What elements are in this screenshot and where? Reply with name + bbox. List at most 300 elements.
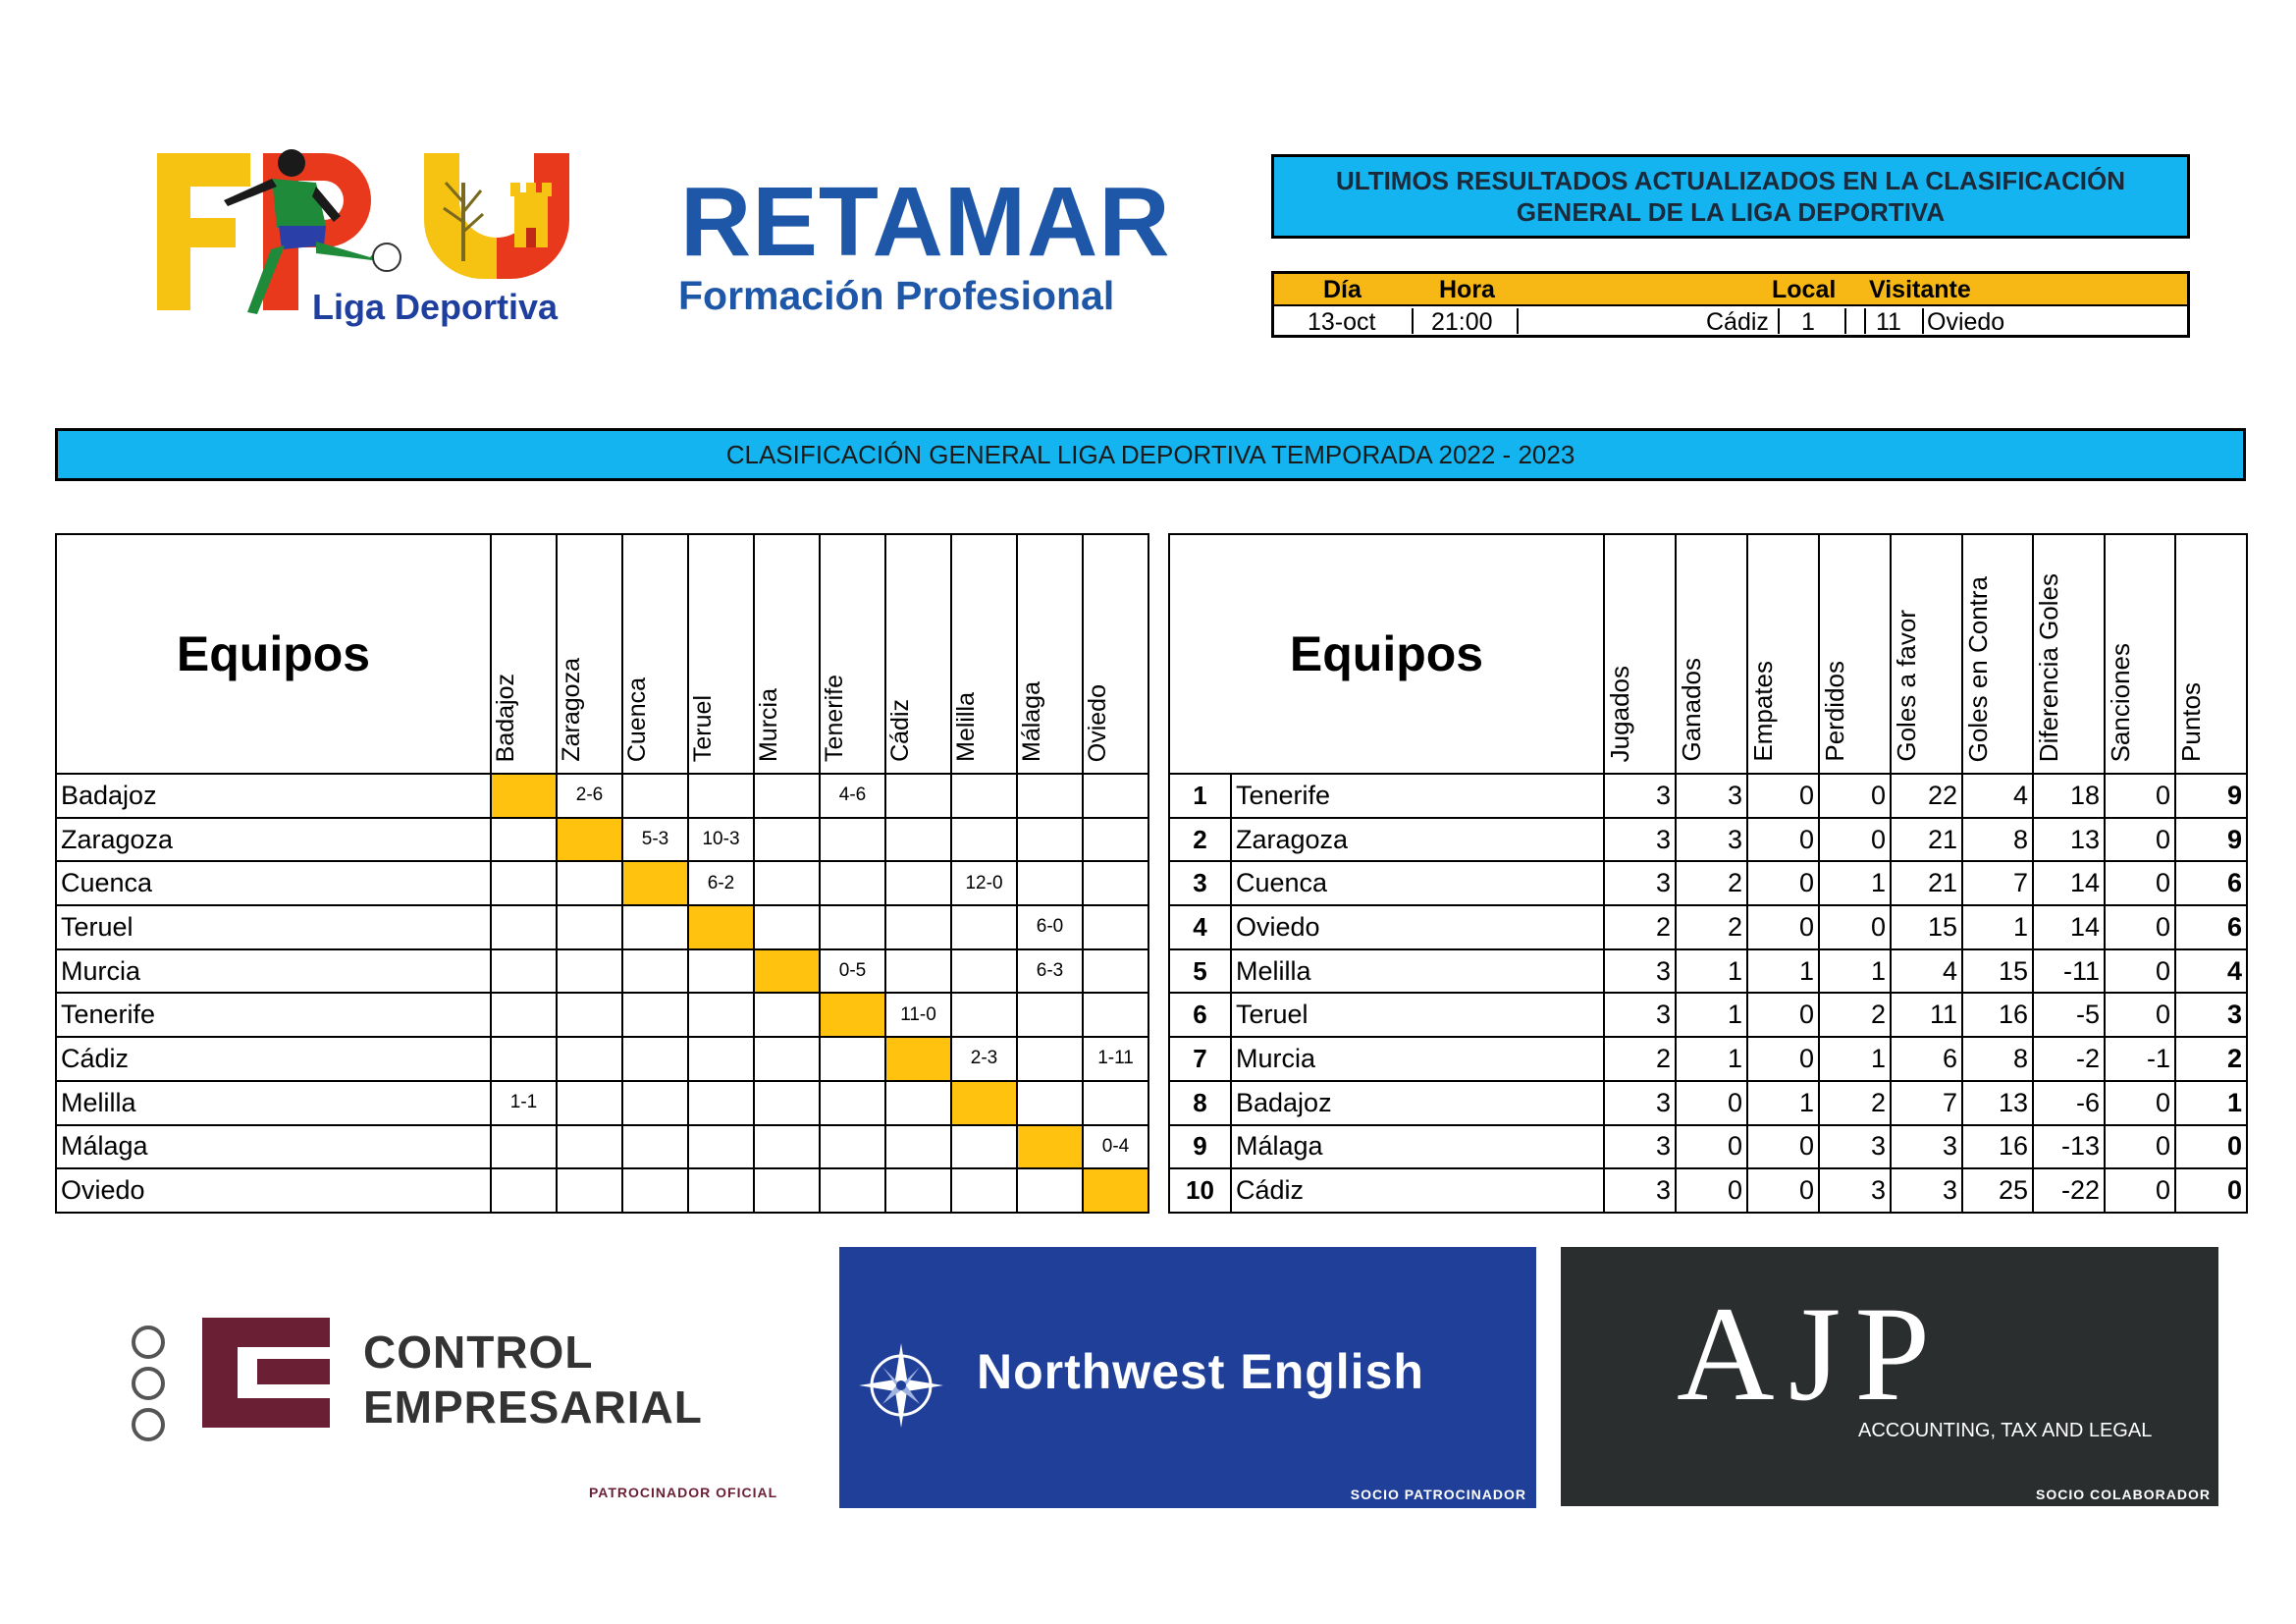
standings-position: 8 — [1169, 1081, 1231, 1125]
matrix-result-cell — [1017, 774, 1083, 818]
matrix-result-cell — [1017, 993, 1083, 1037]
matrix-column-header — [1017, 534, 1083, 774]
result-visitor-goals: 11 — [1876, 308, 1901, 336]
standings-stat: 0 — [2105, 949, 2175, 994]
standings-body — [1169, 534, 2247, 1213]
matrix-result-cell — [951, 1125, 1017, 1169]
standings-points: 3 — [2175, 993, 2247, 1037]
matrix-result-cell — [820, 1168, 885, 1213]
standings-stat: 0 — [1747, 1037, 1819, 1081]
standings-stat: 1 — [1819, 861, 1891, 905]
matrix-result-cell — [1017, 1081, 1083, 1125]
matrix-result-cell — [885, 949, 951, 994]
matrix-result-cell — [754, 1081, 820, 1125]
matrix-result-cell: 4-6 — [820, 774, 885, 818]
matrix-row — [56, 1081, 1148, 1125]
standings-stat: 11 — [1891, 993, 1962, 1037]
standings-row — [1169, 1037, 2247, 1081]
standings-team-name: Murcia — [1231, 1037, 1604, 1081]
standings-column-header — [2175, 534, 2247, 774]
standings-position: 3 — [1169, 861, 1231, 905]
matrix-result-cell — [1083, 774, 1148, 818]
matrix-result-cell — [491, 1125, 557, 1169]
matrix-result-cell — [1083, 1081, 1148, 1125]
sponsor-northwest-english — [839, 1247, 1536, 1508]
matrix-diagonal-cell — [557, 818, 622, 862]
standings-stat: 21 — [1891, 818, 1962, 862]
matrix-column-header — [557, 534, 622, 774]
standings-stat: 0 — [1819, 818, 1891, 862]
matrix-diagonal-cell — [885, 1037, 951, 1081]
matrix-result-cell — [951, 949, 1017, 994]
matrix-column-label: Málaga — [1018, 681, 1045, 762]
standings-team-name: Badajoz — [1231, 1081, 1604, 1125]
standings-stat: 0 — [2105, 905, 2175, 949]
matrix-result-cell — [557, 1037, 622, 1081]
matrix-row — [56, 905, 1148, 949]
standings-stat: -11 — [2033, 949, 2105, 994]
standings-stat: 0 — [2105, 1081, 2175, 1125]
standings-column-header — [1819, 534, 1891, 774]
standings-stat: 3 — [1604, 1168, 1676, 1213]
matrix-result-cell: 10-3 — [688, 818, 754, 862]
standings-column-header — [1604, 534, 1676, 774]
standings-column-label: Sanciones — [2106, 642, 2135, 762]
control-empresarial-line1: CONTROL — [363, 1326, 594, 1378]
matrix-column-label: Zaragoza — [558, 658, 585, 762]
standings-stat: 4 — [1962, 774, 2033, 818]
divider — [1412, 308, 1414, 334]
matrix-row — [56, 774, 1148, 818]
matrix-result-cell — [622, 993, 688, 1037]
standings-stat: 0 — [1747, 1125, 1819, 1169]
matrix-result-cell: 2-6 — [557, 774, 622, 818]
standings-stat: 3 — [1676, 818, 1747, 862]
matrix-result-cell: 1-1 — [491, 1081, 557, 1125]
matrix-result-cell — [754, 1037, 820, 1081]
result-local-team: Cádiz — [1706, 308, 1769, 336]
standings-team-name: Zaragoza — [1231, 818, 1604, 862]
standings-stat: -22 — [2033, 1168, 2105, 1213]
matrix-result-cell — [951, 774, 1017, 818]
standings-row — [1169, 861, 2247, 905]
standings-stat: 2 — [1604, 1037, 1676, 1081]
matrix-result-cell — [1083, 993, 1148, 1037]
standings-stat: 1 — [1747, 949, 1819, 994]
standings-stat: 0 — [2105, 1125, 2175, 1169]
standings-stat: -1 — [2105, 1037, 2175, 1081]
standings-stat: 3 — [1604, 949, 1676, 994]
matrix-header-row — [56, 534, 1148, 774]
control-empresarial-role: PATROCINADOR OFICIAL — [589, 1485, 778, 1500]
matrix-column-header — [622, 534, 688, 774]
standings-stat: 16 — [1962, 993, 2033, 1037]
matrix-result-cell — [1017, 818, 1083, 862]
matrix-result-cell — [491, 1037, 557, 1081]
standings-stat: 0 — [1747, 905, 1819, 949]
standings-stat: 22 — [1891, 774, 1962, 818]
matrix-result-cell — [1083, 905, 1148, 949]
standings-column-label: Goles a favor — [1892, 610, 1921, 762]
matrix-diagonal-cell — [688, 905, 754, 949]
standings-stat: 1 — [1676, 1037, 1747, 1081]
matrix-column-label: Teruel — [689, 694, 717, 762]
standings-stat: 3 — [1819, 1125, 1891, 1169]
matrix-result-cell: 6-0 — [1017, 905, 1083, 949]
standings-team-name: Cádiz — [1231, 1168, 1604, 1213]
standings-team-name: Cuenca — [1231, 861, 1604, 905]
matrix-result-cell — [754, 818, 820, 862]
matrix-result-cell — [885, 818, 951, 862]
standings-points: 6 — [2175, 861, 2247, 905]
standings-column-header — [1747, 534, 1819, 774]
matrix-result-cell: 2-3 — [951, 1037, 1017, 1081]
latest-results-banner — [1271, 154, 2190, 239]
standings-row — [1169, 993, 2247, 1037]
standings-stat: 3 — [1819, 1168, 1891, 1213]
matrix-result-cell — [951, 905, 1017, 949]
results-matrix-body — [56, 534, 1148, 1213]
matrix-result-cell — [688, 993, 754, 1037]
matrix-team-name: Cuenca — [56, 861, 491, 905]
matrix-result-cell — [820, 1037, 885, 1081]
result-visitor-team: Oviedo — [1927, 308, 2005, 336]
standings-points: 6 — [2175, 905, 2247, 949]
standings-stat: 15 — [1891, 905, 1962, 949]
standings-stat: 0 — [1747, 818, 1819, 862]
standings-stat: 3 — [1676, 774, 1747, 818]
matrix-result-cell: 5-3 — [622, 818, 688, 862]
matrix-result-cell — [885, 1168, 951, 1213]
sponsor-ajp — [1561, 1247, 2218, 1506]
standings-points: 4 — [2175, 949, 2247, 994]
matrix-result-cell: 6-3 — [1017, 949, 1083, 994]
matrix-result-cell — [557, 949, 622, 994]
matrix-row — [56, 949, 1148, 994]
standings-stat: 18 — [2033, 774, 2105, 818]
standings-stat: 0 — [1676, 1168, 1747, 1213]
matrix-result-cell — [885, 774, 951, 818]
matrix-column-label: Cádiz — [886, 699, 914, 762]
standings-column-label: Puntos — [2176, 682, 2206, 762]
matrix-result-cell — [557, 993, 622, 1037]
ajp-logo: AJP — [1677, 1278, 1945, 1429]
matrix-result-cell — [754, 861, 820, 905]
matrix-result-cell — [491, 905, 557, 949]
standings-stat: 0 — [2105, 818, 2175, 862]
divider — [1922, 308, 1924, 334]
standings-position: 5 — [1169, 949, 1231, 994]
matrix-result-cell — [1083, 949, 1148, 994]
standings-stat: 2 — [1676, 861, 1747, 905]
standings-stat: 3 — [1604, 1081, 1676, 1125]
matrix-column-label: Murcia — [755, 687, 782, 762]
standings-column-label: Goles en Contra — [1963, 575, 1993, 762]
matrix-column-header — [491, 534, 557, 774]
divider — [1778, 308, 1780, 334]
matrix-team-name: Málaga — [56, 1125, 491, 1169]
standings-row — [1169, 818, 2247, 862]
matrix-result-cell — [557, 1081, 622, 1125]
matrix-column-header — [820, 534, 885, 774]
standings-stat: -6 — [2033, 1081, 2105, 1125]
matrix-result-cell — [491, 949, 557, 994]
matrix-result-cell — [622, 774, 688, 818]
matrix-result-cell — [688, 774, 754, 818]
matrix-result-cell — [491, 993, 557, 1037]
compass-rose-icon — [859, 1343, 943, 1428]
matrix-result-cell — [688, 949, 754, 994]
standings-position: 10 — [1169, 1168, 1231, 1213]
standings-title: Equipos — [1169, 534, 1604, 774]
standings-points: 2 — [2175, 1037, 2247, 1081]
matrix-column-header — [1083, 534, 1148, 774]
school-name: RETAMAR — [680, 167, 1171, 277]
header-time: Hora — [1439, 276, 1495, 303]
standings-stat: 0 — [1676, 1125, 1747, 1169]
standings-column-header — [1962, 534, 2033, 774]
matrix-result-cell — [688, 1037, 754, 1081]
divider — [1864, 308, 1866, 334]
standings-team-name: Melilla — [1231, 949, 1604, 994]
standings-row — [1169, 1081, 2247, 1125]
ajp-role: SOCIO COLABORADOR — [2036, 1487, 2211, 1502]
school-subtitle: Formación Profesional — [678, 273, 1115, 318]
matrix-result-cell — [1083, 861, 1148, 905]
standings-column-label: Jugados — [1605, 665, 1634, 762]
standings-stat: 8 — [1962, 818, 2033, 862]
standings-stat: 0 — [1676, 1081, 1747, 1125]
matrix-result-cell — [754, 1168, 820, 1213]
northwest-english-role: SOCIO PATROCINADOR — [1350, 1487, 1526, 1502]
matrix-result-cell — [491, 1168, 557, 1213]
matrix-result-cell: 11-0 — [885, 993, 951, 1037]
matrix-row — [56, 1037, 1148, 1081]
standings-header-row — [1169, 534, 2247, 774]
standings-team-name: Tenerife — [1231, 774, 1604, 818]
header-day: Día — [1323, 276, 1362, 303]
standings-team-name: Oviedo — [1231, 905, 1604, 949]
standings-stat: 0 — [2105, 861, 2175, 905]
matrix-column-label: Tenerife — [821, 675, 848, 762]
matrix-result-cell — [622, 949, 688, 994]
matrix-diagonal-cell — [951, 1081, 1017, 1125]
standings-stat: 13 — [1962, 1081, 2033, 1125]
matrix-result-cell — [622, 1037, 688, 1081]
last-result-table — [1271, 271, 2190, 338]
matrix-result-cell — [754, 993, 820, 1037]
standings-stat: 2 — [1604, 905, 1676, 949]
standings-stat: 2 — [1819, 993, 1891, 1037]
standings-stat: 0 — [2105, 1168, 2175, 1213]
ajp-subtitle: ACCOUNTING, TAX AND LEGAL — [1858, 1420, 2153, 1441]
matrix-diagonal-cell — [622, 861, 688, 905]
matrix-team-name: Oviedo — [56, 1168, 491, 1213]
standings-stat: 3 — [1604, 818, 1676, 862]
matrix-row — [56, 818, 1148, 862]
last-result-header — [1274, 274, 2187, 306]
standings-row — [1169, 905, 2247, 949]
latest-results-title: ULTIMOS RESULTADOS ACTUALIZADOS EN LA CLASIFICACIÓN GENERAL DE LA LIGA DEPORTIVA — [1335, 165, 2126, 227]
matrix-column-label: Melilla — [952, 692, 980, 762]
classification-title: CLASIFICACIÓN GENERAL LIGA DEPORTIVA TEMPORADA 2022 - 2023 — [725, 439, 1575, 469]
standings-stat: 16 — [1962, 1125, 2033, 1169]
matrix-result-cell — [622, 1168, 688, 1213]
standings-stat: 3 — [1604, 1125, 1676, 1169]
matrix-result-cell — [557, 861, 622, 905]
matrix-result-cell — [1017, 1168, 1083, 1213]
matrix-result-cell: 1-11 — [1083, 1037, 1148, 1081]
matrix-result-cell: 0-5 — [820, 949, 885, 994]
matrix-column-header — [951, 534, 1017, 774]
matrix-row — [56, 861, 1148, 905]
matrix-result-cell: 6-2 — [688, 861, 754, 905]
standings-points: 0 — [2175, 1125, 2247, 1169]
standings-stat: -5 — [2033, 993, 2105, 1037]
matrix-team-name: Cádiz — [56, 1037, 491, 1081]
standings-stat: 0 — [1819, 774, 1891, 818]
matrix-result-cell — [491, 861, 557, 905]
standings-column-header — [1891, 534, 1962, 774]
matrix-result-cell — [622, 1125, 688, 1169]
standings-stat: 0 — [2105, 993, 2175, 1037]
standings-column-label: Ganados — [1677, 658, 1706, 762]
result-local-goals: 1 — [1801, 308, 1815, 336]
matrix-diagonal-cell — [1083, 1168, 1148, 1213]
standings-stat: 7 — [1891, 1081, 1962, 1125]
matrix-team-name: Melilla — [56, 1081, 491, 1125]
matrix-result-cell — [754, 905, 820, 949]
last-result-row — [1274, 306, 2187, 336]
matrix-title: Equipos — [56, 534, 491, 774]
standings-column-header — [1676, 534, 1747, 774]
matrix-column-header — [754, 534, 820, 774]
matrix-result-cell — [885, 905, 951, 949]
standings-stat: 21 — [1891, 861, 1962, 905]
classification-banner — [55, 428, 2246, 481]
matrix-result-cell — [820, 1125, 885, 1169]
matrix-diagonal-cell — [491, 774, 557, 818]
standings-stat: 1 — [1962, 905, 2033, 949]
standings-points: 0 — [2175, 1168, 2247, 1213]
standings-stat: 8 — [1962, 1037, 2033, 1081]
standings-column-label: Perdidos — [1820, 661, 1849, 762]
matrix-column-header — [885, 534, 951, 774]
matrix-result-cell: 12-0 — [951, 861, 1017, 905]
matrix-team-name: Murcia — [56, 949, 491, 994]
standings-stat: 6 — [1891, 1037, 1962, 1081]
matrix-result-cell — [820, 861, 885, 905]
matrix-result-cell — [557, 905, 622, 949]
results-matrix-table — [55, 533, 1149, 1214]
matrix-diagonal-cell — [1017, 1125, 1083, 1169]
standings-row — [1169, 1168, 2247, 1213]
matrix-result-cell — [688, 1168, 754, 1213]
standings-column-label: Diferencia Goles — [2034, 572, 2063, 762]
matrix-result-cell — [622, 905, 688, 949]
matrix-column-header — [688, 534, 754, 774]
header-local: Local — [1772, 276, 1837, 303]
standings-team-name: Teruel — [1231, 993, 1604, 1037]
matrix-result-cell — [951, 818, 1017, 862]
standings-column-label: Empates — [1748, 661, 1778, 762]
matrix-row — [56, 993, 1148, 1037]
standings-row — [1169, 774, 2247, 818]
matrix-team-name: Tenerife — [56, 993, 491, 1037]
result-day: 13-oct — [1308, 308, 1376, 336]
standings-stat: 0 — [1747, 774, 1819, 818]
standings-stat: 14 — [2033, 861, 2105, 905]
standings-stat: -13 — [2033, 1125, 2105, 1169]
matrix-result-cell — [1017, 1037, 1083, 1081]
matrix-diagonal-cell — [820, 993, 885, 1037]
standings-column-header — [2105, 534, 2175, 774]
standings-stat: 4 — [1891, 949, 1962, 994]
matrix-result-cell — [951, 993, 1017, 1037]
matrix-result-cell — [885, 1125, 951, 1169]
matrix-result-cell — [754, 774, 820, 818]
standings-stat: 1 — [1819, 1037, 1891, 1081]
matrix-team-name: Teruel — [56, 905, 491, 949]
control-empresarial-e-logo — [202, 1318, 330, 1428]
standings-stat: 0 — [1747, 1168, 1819, 1213]
standings-stat: 1 — [1676, 993, 1747, 1037]
standings-stat: 0 — [2105, 774, 2175, 818]
standings-points: 1 — [2175, 1081, 2247, 1125]
matrix-column-label: Badajoz — [492, 673, 519, 762]
standings-points: 9 — [2175, 818, 2247, 862]
standings-stat: 14 — [2033, 905, 2105, 949]
matrix-row — [56, 1168, 1148, 1213]
matrix-team-name: Zaragoza — [56, 818, 491, 862]
standings-position: 1 — [1169, 774, 1231, 818]
tree-and-castle-icon — [424, 153, 569, 279]
standings-position: 4 — [1169, 905, 1231, 949]
standings-stat: 3 — [1891, 1168, 1962, 1213]
standings-row — [1169, 949, 2247, 994]
matrix-column-label: Oviedo — [1084, 683, 1111, 762]
matrix-result-cell — [1083, 818, 1148, 862]
standings-column-header — [2033, 534, 2105, 774]
standings-stat: 1 — [1676, 949, 1747, 994]
matrix-result-cell — [622, 1081, 688, 1125]
standings-stat: 0 — [1747, 861, 1819, 905]
result-time: 21:00 — [1431, 308, 1493, 336]
control-empresarial-icon — [126, 1326, 169, 1453]
matrix-result-cell — [885, 861, 951, 905]
standings-stat: 1 — [1747, 1081, 1819, 1125]
standings-stat: 3 — [1891, 1125, 1962, 1169]
standings-stat: 1 — [1819, 949, 1891, 994]
matrix-result-cell — [820, 818, 885, 862]
standings-position: 2 — [1169, 818, 1231, 862]
divider — [1517, 308, 1519, 334]
standings-stat: 2 — [1676, 905, 1747, 949]
matrix-result-cell — [885, 1081, 951, 1125]
matrix-result-cell — [688, 1081, 754, 1125]
standings-stat: 3 — [1604, 993, 1676, 1037]
matrix-team-name: Badajoz — [56, 774, 491, 818]
matrix-result-cell — [754, 1125, 820, 1169]
standings-team-name: Málaga — [1231, 1125, 1604, 1169]
matrix-column-label: Cuenca — [623, 677, 651, 762]
standings-stat: 7 — [1962, 861, 2033, 905]
standings-stat: 2 — [1819, 1081, 1891, 1125]
sponsor-control-empresarial — [118, 1306, 785, 1502]
standings-position: 6 — [1169, 993, 1231, 1037]
standings-position: 7 — [1169, 1037, 1231, 1081]
matrix-result-cell — [951, 1168, 1017, 1213]
